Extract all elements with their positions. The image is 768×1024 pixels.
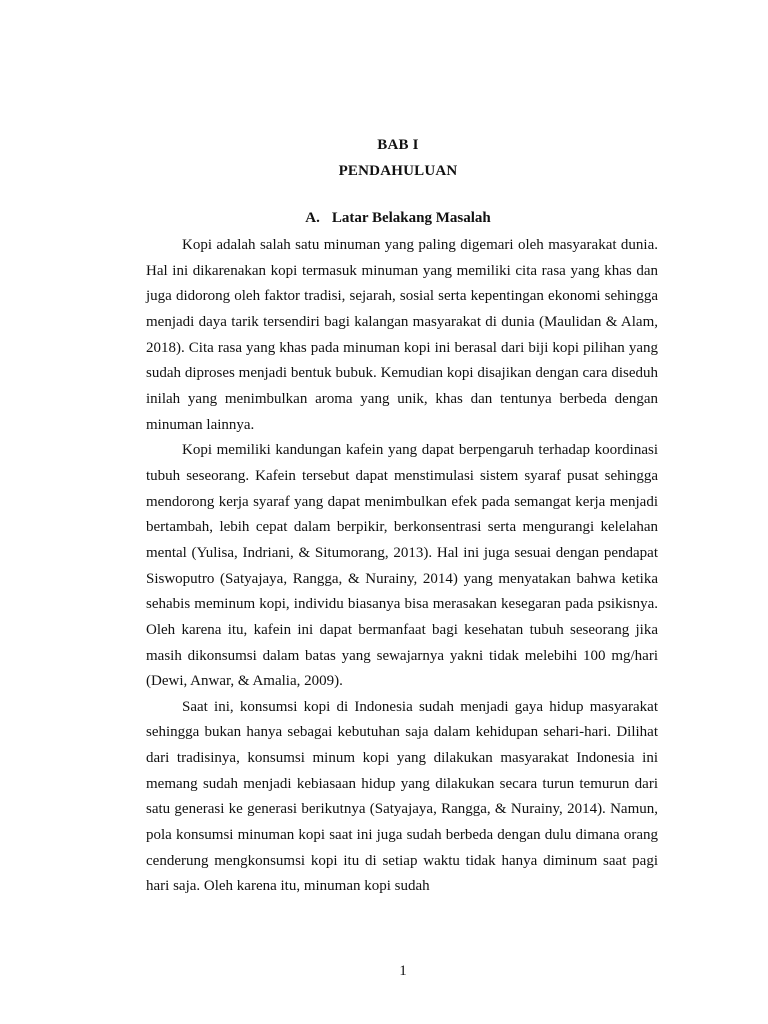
paragraph-2: Kopi memiliki kandungan kafein yang dapat berpengaruh terhadap koordinasi tubuh seseorang. Kafein tersebut dapat menstimulasi sistem syaraf pusat sehingga mendorong kerja syaraf yang dapat menimbulkan efek pada semangat kerja menjadi bertambah, lebih cepat dalam berpikir, berkonsentrasi serta mengurangi kelelahan mental (Yulisa, Indriani, & Situmorang, 2013). Hal ini juga sesuai dengan pendapat Siswoputro (Satyajaya, Rangga, & Nurainy, 2014) yang menyatakan bahwa ketika sehabis meminum kopi, individu biasanya bisa merasakan kesegaran pada psikisnya. Oleh karena itu, kafein ini dapat bermanfaat bagi kesehatan tubuh seseorang jika masih dikonsumsi dalam batas yang sewajarnya yakni tidak melebihi 100 mg/hari (Dewi, Anwar, & Amalia, 2009). xyxy=(146,442,658,690)
section-number: A. xyxy=(305,210,320,226)
chapter-title: PENDAHULUAN xyxy=(338,163,458,179)
section-heading xyxy=(0,210,768,227)
page-number: 1 xyxy=(399,963,407,979)
paragraph-1: Kopi adalah salah satu minuman yang paling digemari oleh masyarakat dunia. Hal ini dikarenakan kopi termasuk minuman yang memiliki cita rasa yang khas dan juga didorong oleh faktor tradisi, sejarah, sosial serta kepentingan ekonomi sehingga menjadi daya tarik tersendiri bagi kalangan masyarakat di dunia (Maulidan & Alam, 2018). Cita rasa yang khas pada minuman kopi ini berasal dari biji kopi pilihan yang sudah diproses menjadi bentuk bubuk. Kemudian kopi disajikan dengan cara diseduh inilah yang menimbulkan aroma yang unik, khas dan tentunya berbeda dengan minuman lainnya. xyxy=(146,237,658,433)
paragraph-3: Saat ini, konsumsi kopi di Indonesia sudah menjadi gaya hidup masyarakat sehingga bukan hanya sebagai kebutuhan saja dalam kehidupan sehari-hari. Dilihat dari tradisinya, konsumsi minum kopi yang dilakukan masyarakat Indonesia ini memang sudah menjadi kebiasaan hidup yang dilakukan secara turun temurun dari satu generasi ke generasi berikutnya (Satyajaya, Rangga, & Nurainy, 2014). Namun, pola konsumsi minuman kopi saat ini juga sudah berbeda dengan dulu dimana orang cenderung mengkonsumsi kopi itu di setiap waktu tidak hanya diminum saat pagi hari saja. Oleh karena itu, minuman kopi sudah xyxy=(146,698,658,895)
chapter-label: BAB I xyxy=(377,137,419,153)
body-text xyxy=(146,233,658,900)
section-title: Latar Belakang Masalah xyxy=(331,210,491,226)
